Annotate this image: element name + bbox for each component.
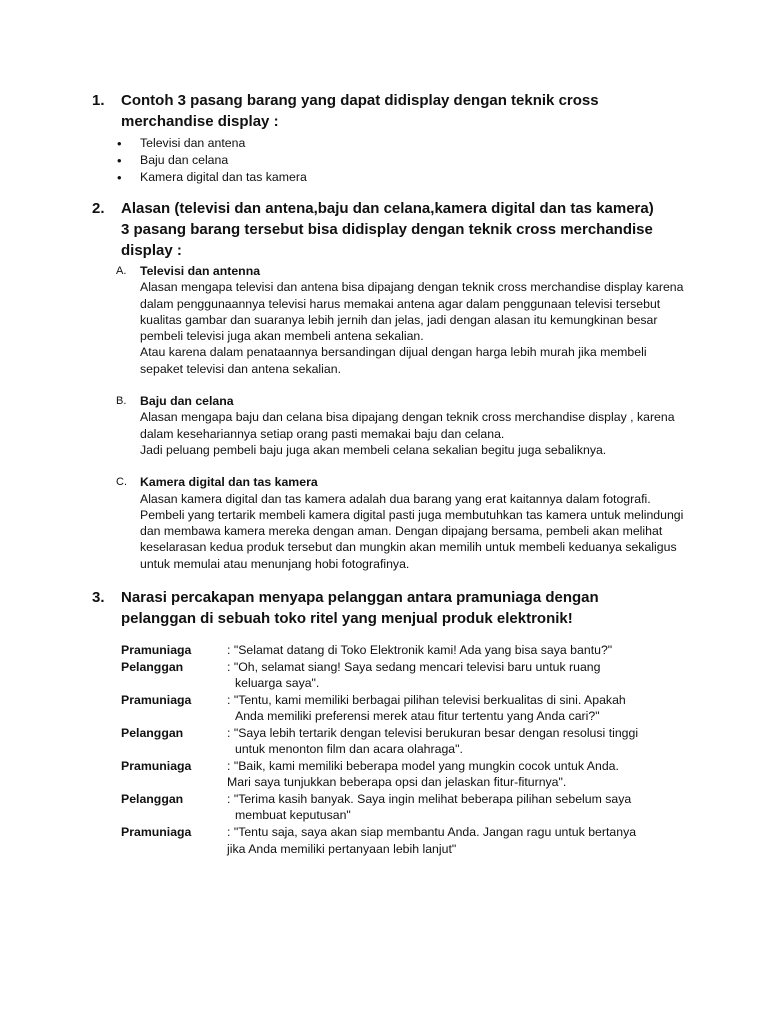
question-title: Alasan (televisi dan antena,baju dan celana,kamera digital dan tas kamera) 3 pasang barang tersebut bisa didisplay dengan teknik cross merchandise display : [121, 200, 654, 259]
subsection-title: Baju dan celana [140, 394, 234, 409]
question-number: 1. [92, 92, 105, 109]
dialog-row [121, 791, 701, 824]
dialog-text: : "Tentu saja, saya akan siap membantu Anda. Jangan ragu untuk bertanya jika Anda memiliki pertanyaan lebih lanjut" [227, 825, 637, 856]
question-title: Contoh 3 pasang barang yang dapat didisplay dengan teknik cross merchandise display : [121, 92, 599, 130]
speaker-name: Pramuniaga [121, 759, 192, 774]
dialog [121, 642, 701, 857]
dialog-row [121, 824, 701, 857]
speaker-name: Pelanggan [121, 792, 184, 807]
subsection-a [116, 263, 692, 377]
dialog-row [121, 659, 701, 692]
question-2 [92, 198, 692, 572]
subsection-title: Kamera digital dan tas kamera [140, 475, 318, 490]
speaker-name: Pelanggan [121, 725, 184, 740]
subsection-letter: A. [116, 265, 127, 277]
dialog-row [121, 758, 701, 791]
subsection-c [116, 474, 692, 572]
paragraph: Alasan kamera digital dan tas kamera adalah dua barang yang erat kaitannya dalam fotografi. Pembeli yang tertarik membeli kamera digital pasti juga membutuhkan tas kamera untuk melindungi dan membawa kamera mereka dengan aman. Dengan dipajang bersama, pembeli akan melihat keselarasan kedua produk tersebut dan mungkin akan memilih untuk membeli keduanya sekaligus untuk memulai atau menunjang hobi fotografinya. [140, 491, 684, 571]
dialog-row [121, 725, 701, 758]
subsection-title: Televisi dan antenna [140, 264, 261, 278]
paragraph: Alasan mengapa baju dan celana bisa dipajang dengan teknik cross merchandise display , karena dalam kesehariannya setiap orang pasti memakai baju dan celana. [140, 410, 675, 441]
speaker-name: Pramuniaga [121, 643, 192, 657]
dialog-text: : "Oh, selamat siang! Saya sedang mencari televisi baru untuk ruang keluarga saya". [227, 659, 601, 691]
speaker-name: Pramuniaga [121, 692, 192, 707]
dialog-text: : "Saya lebih tertarik dengan televisi berukuran besar dengan resolusi tinggi untuk menonton film dan acara olahraga". [227, 725, 639, 757]
list-item: • Baju dan celana [140, 152, 692, 169]
dialog-text: : "Baik, kami memiliki beberapa model yang mungkin cocok untuk Anda. Mari saya tunjukkan beberapa opsi dan jelaskan fitur-fiturnya". [227, 759, 619, 790]
subsection-letter: C. [116, 476, 127, 489]
question-1 [92, 90, 692, 186]
list-item: • Kamera digital dan tas kamera [140, 169, 692, 186]
bullet-list [92, 135, 692, 186]
dialog-row [121, 642, 701, 658]
paragraph: Atau karena dalam penataannya bersandingan dijual dengan harga lebih murah jika membeli sepaket televisi dan antena sekalian. [140, 345, 647, 376]
question-number: 3. [92, 589, 105, 606]
dialog-text: : "Terima kasih banyak. Saya ingin melihat beberapa pilihan sebelum saya membuat keputusan" [227, 792, 632, 823]
question-title: Narasi percakapan menyapa pelanggan antara pramuniaga dengan pelanggan di sebuah toko ritel yang menjual produk elektronik! [121, 589, 599, 627]
question-3 [92, 587, 692, 629]
paragraph: Jadi peluang pembeli baju juga akan membeli celana sekalian begitu juga sebaliknya. [140, 442, 607, 457]
speaker-name: Pramuniaga [121, 825, 192, 840]
speaker-name: Pelanggan [121, 659, 184, 674]
subsection-letter: B. [116, 395, 127, 408]
question-number: 2. [92, 200, 105, 217]
dialog-text: : "Tentu, kami memiliki berbagai pilihan televisi berkualitas di sini. Apakah Anda memiliki preferensi merek atau fitur tertentu yang Anda cari?" [227, 692, 626, 724]
subsection-b [116, 393, 692, 458]
paragraph: Alasan mengapa televisi dan antena bisa dipajang dengan teknik cross merchandise display karena dalam penggunaannya televisi harus memakai antena agar dalam penggunaan televisi tersebut kualitas gambar dan suaranya lebih jernih dan jelas, jadi dengan alasan itu kemungkinan besar pembeli televisi juga akan membeli antena sekalian. [140, 280, 684, 344]
dialog-text: : "Selamat datang di Toko Elektronik kami! Ada yang bisa saya bantu?" [227, 643, 613, 657]
dialog-row [121, 692, 701, 725]
list-item: • Televisi dan antena [140, 135, 692, 152]
